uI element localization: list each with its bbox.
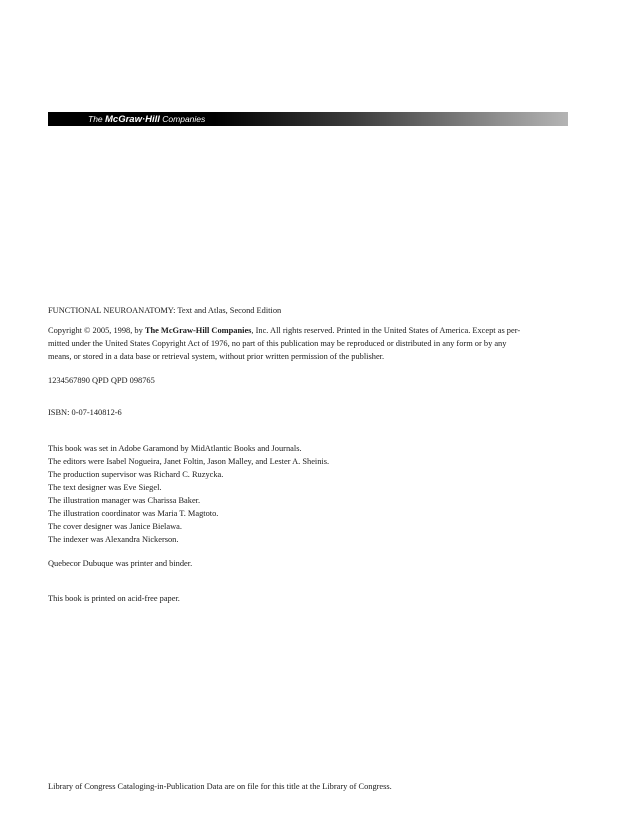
- credit-line: The editors were Isabel Nogueira, Janet Foltin, Jason Malley, and Lester A. Sheinis.: [48, 457, 330, 466]
- production-credits: [48, 442, 588, 546]
- publisher-banner: [48, 112, 568, 126]
- credit-line: The cover designer was Janice Bielawa.: [48, 522, 182, 531]
- isbn: ISBN: 0-07-140812-6: [48, 408, 122, 417]
- copyright-holder: The McGraw-Hill Companies: [144, 326, 252, 335]
- printer-binder: Quebecor Dubuque was printer and binder.: [48, 559, 193, 568]
- copyright-line-2: mitted under the United States Copyright Act of 1976, no part of this publication may be reproduced or distributed in any form or by any: [48, 339, 507, 348]
- copyright-notice: [48, 324, 588, 363]
- credit-line: The production supervisor was Richard C. Ruzycka.: [48, 470, 224, 479]
- logo-suffix: Companies: [159, 114, 206, 124]
- printing-number: 1234567890 QPD QPD 098765: [48, 376, 155, 385]
- copyright-line-3: means, or stored in a data base or retrieval system, without prior written permission of the publisher.: [48, 352, 385, 361]
- copyright-line-1-end: , Inc. All rights reserved. Printed in the United States of America. Except as per-: [251, 326, 521, 335]
- credit-line: The indexer was Alexandra Nickerson.: [48, 535, 179, 544]
- copyright-line-1-start: Copyright © 2005, 1998, by: [48, 326, 145, 335]
- credit-line: The illustration coordinator was Maria T. Magtoto.: [48, 509, 219, 518]
- cip-note: Library of Congress Cataloging-in-Publication Data are on file for this title at the Library of Congress.: [48, 782, 392, 791]
- book-title-line: FUNCTIONAL NEUROANATOMY: Text and Atlas, Second Edition: [48, 306, 282, 315]
- paper-note: This book is printed on acid-free paper.: [48, 594, 180, 603]
- credit-line: The illustration manager was Charissa Baker.: [48, 496, 201, 505]
- copyright-line-1: [48, 324, 588, 337]
- publisher-logo: [88, 113, 205, 126]
- logo-brand: McGraw·Hill: [105, 114, 160, 125]
- credit-line: This book was set in Adobe Garamond by MidAtlantic Books and Journals.: [48, 444, 302, 453]
- logo-prefix: The: [88, 114, 106, 124]
- credit-line: The text designer was Eve Siegel.: [48, 483, 162, 492]
